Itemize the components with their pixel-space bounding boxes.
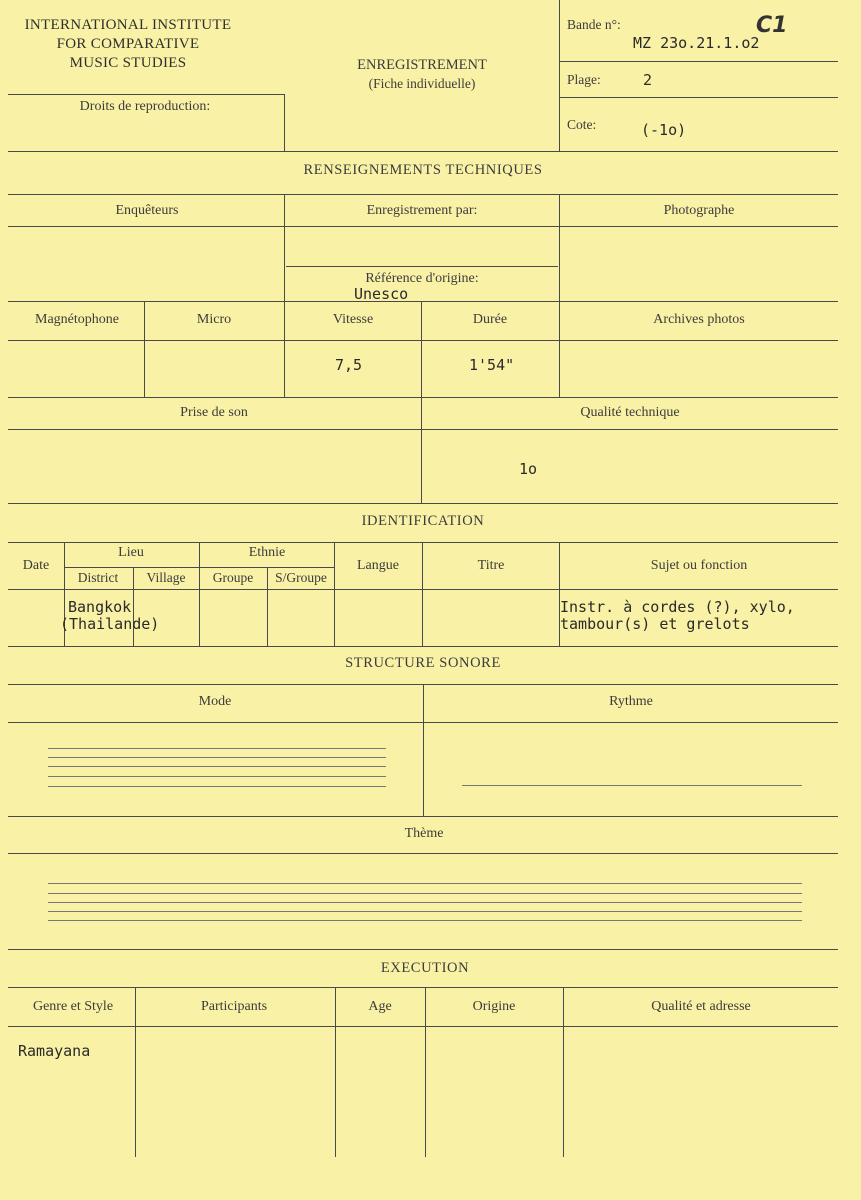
- institute-name-line2: FOR COMPARATIVE: [56, 36, 200, 52]
- vitesse-value: 7,5: [335, 356, 363, 374]
- rule: [563, 987, 564, 1157]
- sgroupe-label: S/Groupe: [275, 570, 327, 585]
- form-title: ENREGISTREMENT: [357, 57, 487, 73]
- form-subtitle: (Fiche individuelle): [368, 76, 476, 91]
- lieu-label: Lieu: [118, 545, 144, 560]
- section-title-execution: EXECUTION: [380, 960, 470, 976]
- rule: [421, 301, 422, 397]
- magnetophone-label: Magnétophone: [35, 312, 119, 327]
- theme-line: [48, 893, 802, 894]
- vitesse-label: Vitesse: [332, 312, 374, 327]
- duree-value: 1'54": [469, 356, 515, 374]
- rule: [8, 226, 838, 227]
- theme-line: [48, 920, 802, 921]
- rule: [422, 542, 423, 646]
- plage-label: Plage:: [567, 72, 601, 87]
- rule: [8, 542, 838, 543]
- theme-line: [48, 911, 802, 912]
- qualite-technique-label: Qualité technique: [580, 405, 680, 420]
- participants-label: Participants: [200, 999, 268, 1014]
- rule: [144, 301, 145, 397]
- cote-value: (-1o): [641, 121, 687, 139]
- langue-label: Langue: [357, 558, 399, 573]
- duree-label: Durée: [472, 312, 508, 327]
- genre-style-value: Ramayana: [18, 1042, 91, 1060]
- lieu-value-line1: Bangkok: [68, 598, 132, 616]
- rule: [8, 816, 838, 817]
- rule: [8, 397, 838, 398]
- bande-label: Bande n°:: [567, 17, 621, 32]
- mode-line: [48, 776, 386, 777]
- rule: [560, 97, 838, 98]
- rule: [8, 194, 838, 195]
- rule: [8, 1026, 838, 1027]
- rule: [8, 340, 838, 341]
- institute-name-line3: MUSIC STUDIES: [69, 55, 187, 71]
- bande-handwritten-mark: C1: [756, 13, 788, 38]
- rule: [421, 397, 422, 503]
- rule: [335, 987, 336, 1157]
- mode-line: [48, 757, 386, 758]
- age-label: Age: [368, 999, 392, 1014]
- qualite-adresse-label: Qualité et adresse: [651, 999, 751, 1014]
- rule: [267, 567, 268, 646]
- rule: [8, 949, 838, 950]
- institute-name-line1: INTERNATIONAL INSTITUTE: [24, 17, 232, 33]
- rule: [284, 194, 285, 397]
- rule: [8, 429, 838, 430]
- micro-label: Micro: [196, 312, 232, 327]
- header-divider: [559, 0, 560, 152]
- qualite-technique-value: 1o: [519, 460, 538, 478]
- theme-line: [48, 902, 802, 903]
- village-label: Village: [146, 570, 186, 585]
- enregistrement-label: Enregistrement par:: [366, 203, 478, 218]
- section-title-identification: IDENTIFICATION: [361, 513, 485, 529]
- rythme-label: Rythme: [609, 694, 653, 709]
- groupe-label: Groupe: [212, 570, 254, 585]
- rule: [8, 589, 838, 590]
- ethnie-label: Ethnie: [248, 545, 286, 560]
- mode-line: [48, 786, 386, 787]
- rule: [8, 853, 838, 854]
- reference-label: Référence d'origine:: [365, 271, 479, 286]
- lieu-value-line2: (Thailande): [60, 615, 160, 633]
- mode-label: Mode: [198, 694, 232, 709]
- rule: [64, 567, 334, 568]
- theme-line: [48, 883, 802, 884]
- section-title-technique: RENSEIGNEMENTS TECHNIQUES: [303, 162, 543, 178]
- reference-value: Unesco: [354, 285, 409, 303]
- district-label: District: [77, 570, 119, 585]
- date-label: Date: [22, 558, 50, 573]
- sujet-value-line1: Instr. à cordes (?), xylo,: [560, 598, 795, 616]
- origine-label: Origine: [472, 999, 516, 1014]
- theme-label: Thème: [404, 826, 444, 841]
- mode-line: [48, 748, 386, 749]
- mode-line: [48, 766, 386, 767]
- rule: [135, 987, 136, 1157]
- rule: [423, 684, 424, 816]
- rule: [8, 503, 838, 504]
- titre-label: Titre: [477, 558, 505, 573]
- section-title-structure: STRUCTURE SONORE: [345, 655, 501, 671]
- rule: [286, 266, 558, 267]
- rule: [284, 94, 285, 152]
- archives-label: Archives photos: [653, 312, 745, 327]
- rule: [8, 151, 838, 152]
- plage-value: 2: [643, 71, 653, 89]
- genre-style-label: Genre et Style: [32, 999, 114, 1014]
- rule: [8, 987, 838, 988]
- rule: [199, 542, 200, 646]
- enqueteurs-label: Enquêteurs: [115, 203, 179, 218]
- bande-value: MZ 23o.21.1.o2: [633, 34, 760, 52]
- sujet-value-line2: tambour(s) et grelots: [560, 615, 750, 633]
- rule: [8, 646, 838, 647]
- cote-label: Cote:: [567, 117, 597, 132]
- rule: [8, 301, 838, 302]
- rule: [8, 94, 284, 95]
- rule: [560, 61, 838, 62]
- sujet-label: Sujet ou fonction: [650, 558, 748, 573]
- rule: [425, 987, 426, 1157]
- rule: [133, 567, 134, 646]
- photographe-label: Photographe: [663, 203, 735, 218]
- prise-de-son-label: Prise de son: [180, 405, 248, 420]
- rights-label: Droits de reproduction:: [79, 99, 211, 114]
- rythme-line: [462, 785, 802, 786]
- rule: [334, 542, 335, 646]
- rule: [559, 194, 560, 397]
